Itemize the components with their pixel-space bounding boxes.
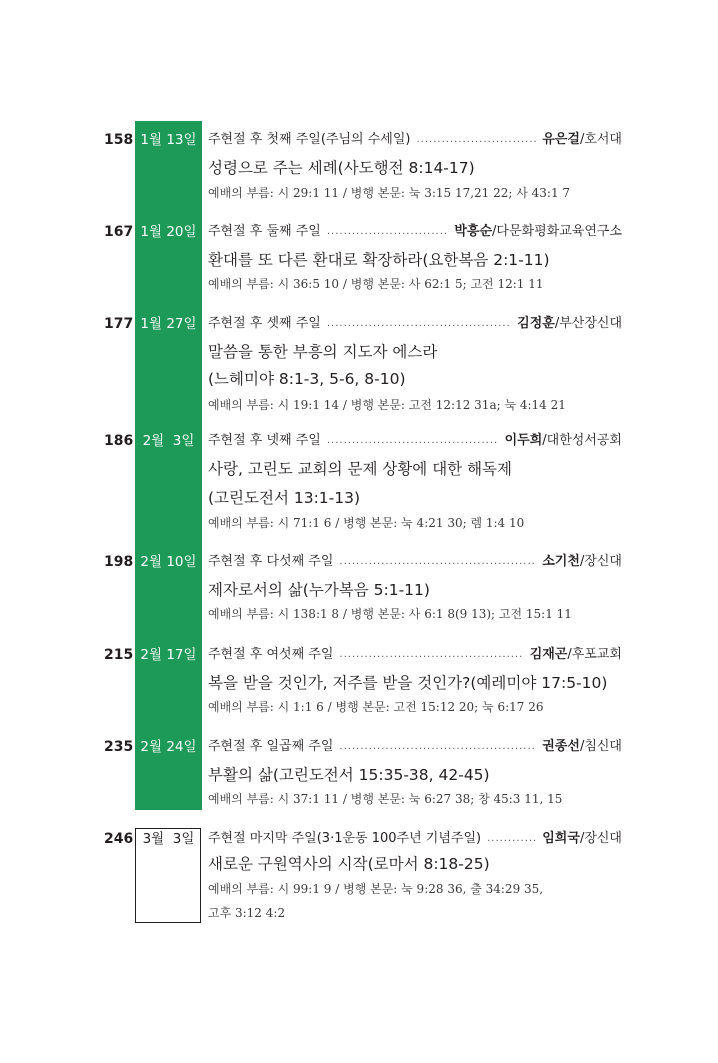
sermon-meta bbox=[208, 736, 622, 758]
preacher-org: /후포교회 bbox=[567, 647, 622, 662]
sermon-date: 1월 27일 bbox=[140, 316, 197, 332]
scripture-line: 예배의 부름: 시 71:1 6 / 병행 본문: 눅 4:21 30; 렘 1:4 10 bbox=[208, 516, 525, 530]
preacher-name: 김재곤 bbox=[529, 647, 568, 662]
preacher-org: /장신대 bbox=[579, 831, 622, 846]
sermon-title-cont: (느헤미야 8:1-3, 5-6, 8-10) bbox=[208, 370, 406, 388]
sermon-title: 제자로서의 삶(누가복음 5:1-11) bbox=[208, 581, 430, 599]
preacher-name: 소기천 bbox=[542, 554, 580, 569]
sermon-title: 사랑, 고린도 교회의 문제 상황에 대한 해독제 bbox=[208, 460, 513, 478]
page-number: 186 bbox=[104, 433, 134, 449]
preacher-name: 이두희 bbox=[504, 433, 543, 448]
sermon-title-cont: (고린도전서 13:1-13) bbox=[208, 489, 361, 507]
page-number: 246 bbox=[104, 831, 134, 847]
sermon-title: 말씀을 통한 부흥의 지도자 에스라 bbox=[208, 343, 438, 361]
sermon-title: 성령으로 주는 세례(사도행전 8:14-17) bbox=[208, 159, 475, 177]
sermon-title: 복을 받을 것인가, 저주를 받을 것인가?(예레미야 17:5-10) bbox=[208, 674, 608, 692]
occasion: 주현절 마지막 주일(3·1운동 100주년 기념주일) bbox=[208, 831, 482, 846]
scripture-line: 예배의 부름: 시 37:1 11 / 병행 본문: 눅 6:27 38; 창 45:3 11, 15 bbox=[208, 792, 563, 806]
leader-dots bbox=[339, 551, 536, 573]
sermon-date: 2월 17일 bbox=[140, 647, 197, 663]
sermon-title: 부활의 삶(고린도전서 15:35-38, 42-45) bbox=[208, 766, 490, 784]
leader-dots bbox=[327, 313, 511, 335]
sermon-date: 2월 24일 bbox=[140, 739, 197, 755]
sermon-meta bbox=[208, 551, 622, 573]
occasion: 주현절 후 다섯째 주일 bbox=[208, 554, 334, 569]
preacher-org: /호서대 bbox=[579, 132, 622, 147]
sermon-date: 1월 13일 bbox=[140, 132, 197, 148]
scripture-line-cont: 고후 3:12 4:2 bbox=[208, 906, 286, 920]
page-number: 167 bbox=[104, 224, 134, 240]
occasion: 주현절 후 둘째 주일 bbox=[208, 224, 321, 239]
page-number: 177 bbox=[104, 316, 134, 332]
scripture-line: 예배의 부름: 시 1:1 6 / 병행 본문: 고전 15:12 20; 눅 6:17 26 bbox=[208, 700, 544, 714]
sermon-meta bbox=[208, 221, 622, 243]
sermon-meta bbox=[208, 644, 622, 666]
leader-dots bbox=[327, 430, 499, 452]
leader-dots bbox=[339, 736, 536, 758]
preacher-org: /다문화평화교육연구소 bbox=[492, 224, 622, 239]
sermon-date: 2월 10일 bbox=[140, 554, 197, 570]
page-number: 198 bbox=[104, 554, 134, 570]
occasion: 주현절 후 셋째 주일 bbox=[208, 316, 321, 331]
leader-dots bbox=[417, 129, 537, 151]
sermon-title: 환대를 또 다른 환대로 확장하라(요한복음 2:1-11) bbox=[208, 251, 550, 269]
occasion: 주현절 후 넷째 주일 bbox=[208, 433, 321, 448]
preacher-org: /침신대 bbox=[579, 739, 622, 754]
occasion: 주현절 후 여섯째 주일 bbox=[208, 647, 334, 662]
preacher-org: /부산장신대 bbox=[554, 316, 622, 331]
leader-dots bbox=[327, 221, 448, 243]
occasion: 주현절 후 일곱째 주일 bbox=[208, 739, 334, 754]
page-number: 158 bbox=[104, 132, 134, 148]
scripture-line: 예배의 부름: 시 138:1 8 / 병행 본문: 사 6:1 8(9 13); 고전 15:1 11 bbox=[208, 607, 572, 621]
sermon-meta bbox=[208, 129, 622, 151]
sermon-date: 1월 20일 bbox=[140, 224, 197, 240]
preacher-name: 임희국 bbox=[542, 831, 580, 846]
preacher-name: 박흥순 bbox=[454, 224, 493, 239]
sermon-date: 2월 3일 bbox=[142, 433, 195, 449]
preacher-name: 권종선 bbox=[542, 739, 580, 754]
scripture-line: 예배의 부름: 시 29:1 11 / 병행 본문: 눅 3:15 17,21 22; 사 43:1 7 bbox=[208, 186, 571, 200]
sermon-meta bbox=[208, 828, 622, 850]
scripture-line: 예배의 부름: 시 36:5 10 / 병행 본문: 사 62:1 5; 고전 12:1 11 bbox=[208, 277, 544, 291]
preacher-name: 김정훈 bbox=[517, 316, 555, 331]
sermon-date: 3월 3일 bbox=[142, 831, 195, 847]
sermon-title: 새로운 구원역사의 시작(로마서 8:18-25) bbox=[208, 855, 490, 873]
sermon-meta bbox=[208, 313, 622, 335]
preacher-org: /대한성서공회 bbox=[542, 433, 622, 448]
sermon-meta bbox=[208, 430, 622, 452]
scripture-line: 예배의 부름: 시 99:1 9 / 병행 본문: 눅 9:28 36, 출 34:29 35, bbox=[208, 882, 544, 896]
page-number: 235 bbox=[104, 739, 134, 755]
page-number: 215 bbox=[104, 647, 134, 663]
occasion: 주현절 후 첫째 주일(주님의 수세일) bbox=[208, 132, 411, 147]
scripture-line: 예배의 부름: 시 19:1 14 / 병행 본문: 고전 12:12 31a; 눅 4:14 21 bbox=[208, 398, 566, 412]
preacher-org: /장신대 bbox=[579, 554, 622, 569]
leader-dots bbox=[339, 644, 523, 666]
leader-dots bbox=[487, 828, 536, 850]
preacher-name: 유은걸 bbox=[542, 132, 580, 147]
